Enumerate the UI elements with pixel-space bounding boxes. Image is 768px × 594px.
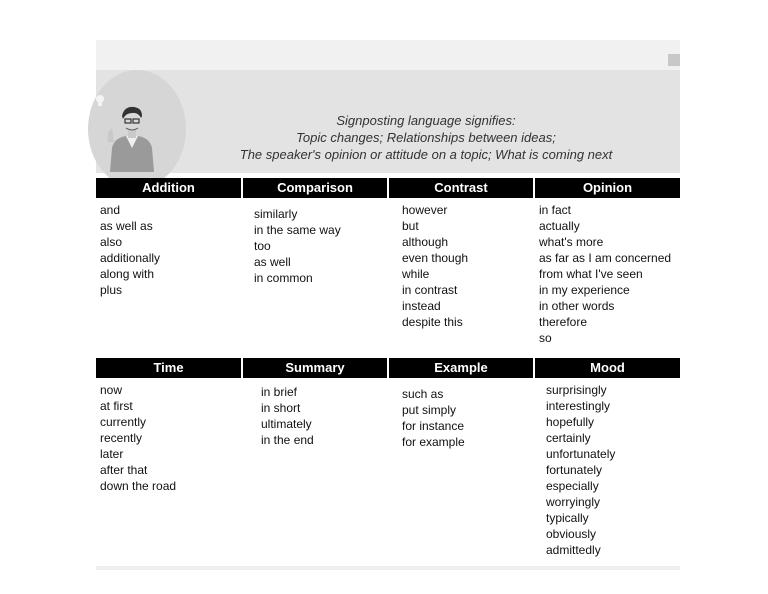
- heading-opinion: Opinion: [533, 178, 680, 198]
- list-item: actually: [539, 219, 580, 233]
- contrast-list: [402, 202, 468, 330]
- list-item: in fact: [539, 203, 572, 217]
- banner-line-1: Signposting language signifies:: [336, 113, 516, 128]
- list-item: after that: [100, 463, 148, 477]
- list-item: unfortunately: [546, 447, 616, 461]
- list-item: surprisingly: [546, 383, 607, 397]
- list-item: similarly: [254, 207, 298, 221]
- list-item: and: [100, 203, 121, 217]
- list-item: admittedly: [546, 543, 601, 557]
- list-item: instead: [402, 299, 441, 313]
- heading-summary: Summary: [241, 358, 387, 378]
- list-item: down the road: [100, 479, 177, 493]
- list-item: however: [402, 203, 448, 217]
- list-item: certainly: [546, 431, 591, 445]
- banner-text: [216, 112, 636, 163]
- list-item: typically: [546, 511, 589, 525]
- list-item: ultimately: [261, 417, 312, 431]
- list-item: plus: [100, 283, 123, 297]
- list-item: in contrast: [402, 283, 458, 297]
- list-item: in the same way: [254, 223, 341, 237]
- heading-comparison: Comparison: [241, 178, 387, 198]
- list-item: fortunately: [546, 463, 603, 477]
- speaker-avatar-icon: [104, 102, 160, 172]
- mood-list: [546, 382, 615, 558]
- heading-time: Time: [96, 358, 241, 378]
- corner-mark-icon: [668, 54, 680, 66]
- list-item: later: [100, 447, 124, 461]
- list-item: obviously: [546, 527, 597, 541]
- list-item: especially: [546, 479, 599, 493]
- list-item: while: [402, 267, 430, 281]
- category-table-row-1: [96, 178, 680, 358]
- list-item: worryingly: [546, 495, 601, 509]
- list-row: [96, 198, 680, 358]
- banner-top-strip: [96, 40, 680, 70]
- time-list: [100, 382, 176, 494]
- list-item: so: [539, 331, 552, 345]
- list-row: [96, 378, 680, 557]
- list-item: even though: [402, 251, 469, 265]
- bottom-strip: [96, 566, 680, 570]
- summary-list: [261, 384, 314, 448]
- list-item: now: [100, 383, 123, 397]
- list-item: such as: [402, 387, 444, 401]
- avatar-circle: [88, 70, 186, 188]
- list-item: as well: [254, 255, 291, 269]
- list-item: despite this: [402, 315, 463, 329]
- list-item: along with: [100, 267, 155, 281]
- list-item: for instance: [402, 419, 465, 433]
- list-item: currently: [100, 415, 147, 429]
- banner: [96, 70, 680, 173]
- list-item: what's more: [539, 235, 604, 249]
- list-item: in brief: [261, 385, 298, 399]
- heading-contrast: Contrast: [387, 178, 533, 198]
- list-item: in common: [254, 271, 313, 285]
- list-item: at first: [100, 399, 133, 413]
- list-item: but: [402, 219, 419, 233]
- list-item: additionally: [100, 251, 161, 265]
- example-list: [402, 386, 465, 450]
- header-row: [96, 358, 680, 378]
- list-item: in short: [261, 401, 301, 415]
- heading-mood: Mood: [533, 358, 680, 378]
- heading-example: Example: [387, 358, 533, 378]
- list-item: therefore: [539, 315, 588, 329]
- list-item: as far as I am concerned: [539, 251, 672, 265]
- opinion-list: [539, 202, 671, 346]
- list-item: in other words: [539, 299, 615, 313]
- list-item: interestingly: [546, 399, 611, 413]
- list-item: in the end: [261, 433, 314, 447]
- list-item: put simply: [402, 403, 457, 417]
- list-item: from what I've seen: [539, 267, 643, 281]
- list-item: although: [402, 235, 449, 249]
- banner-line-3: The speaker's opinion or attitude on a topic; What is coming next: [239, 147, 613, 162]
- list-item: too: [254, 239, 271, 253]
- header-row: [96, 178, 680, 198]
- list-item: also: [100, 235, 123, 249]
- list-item: as well as: [100, 219, 153, 233]
- list-item: hopefully: [546, 415, 595, 429]
- list-item: in my experience: [539, 283, 630, 297]
- heading-addition: Addition: [96, 178, 241, 198]
- addition-list: [100, 202, 160, 298]
- banner-line-2: Topic changes; Relationships between ideas;: [296, 130, 556, 145]
- category-table-row-2: [96, 358, 680, 557]
- comparison-list: [254, 206, 341, 286]
- list-item: for example: [402, 435, 465, 449]
- list-item: recently: [100, 431, 143, 445]
